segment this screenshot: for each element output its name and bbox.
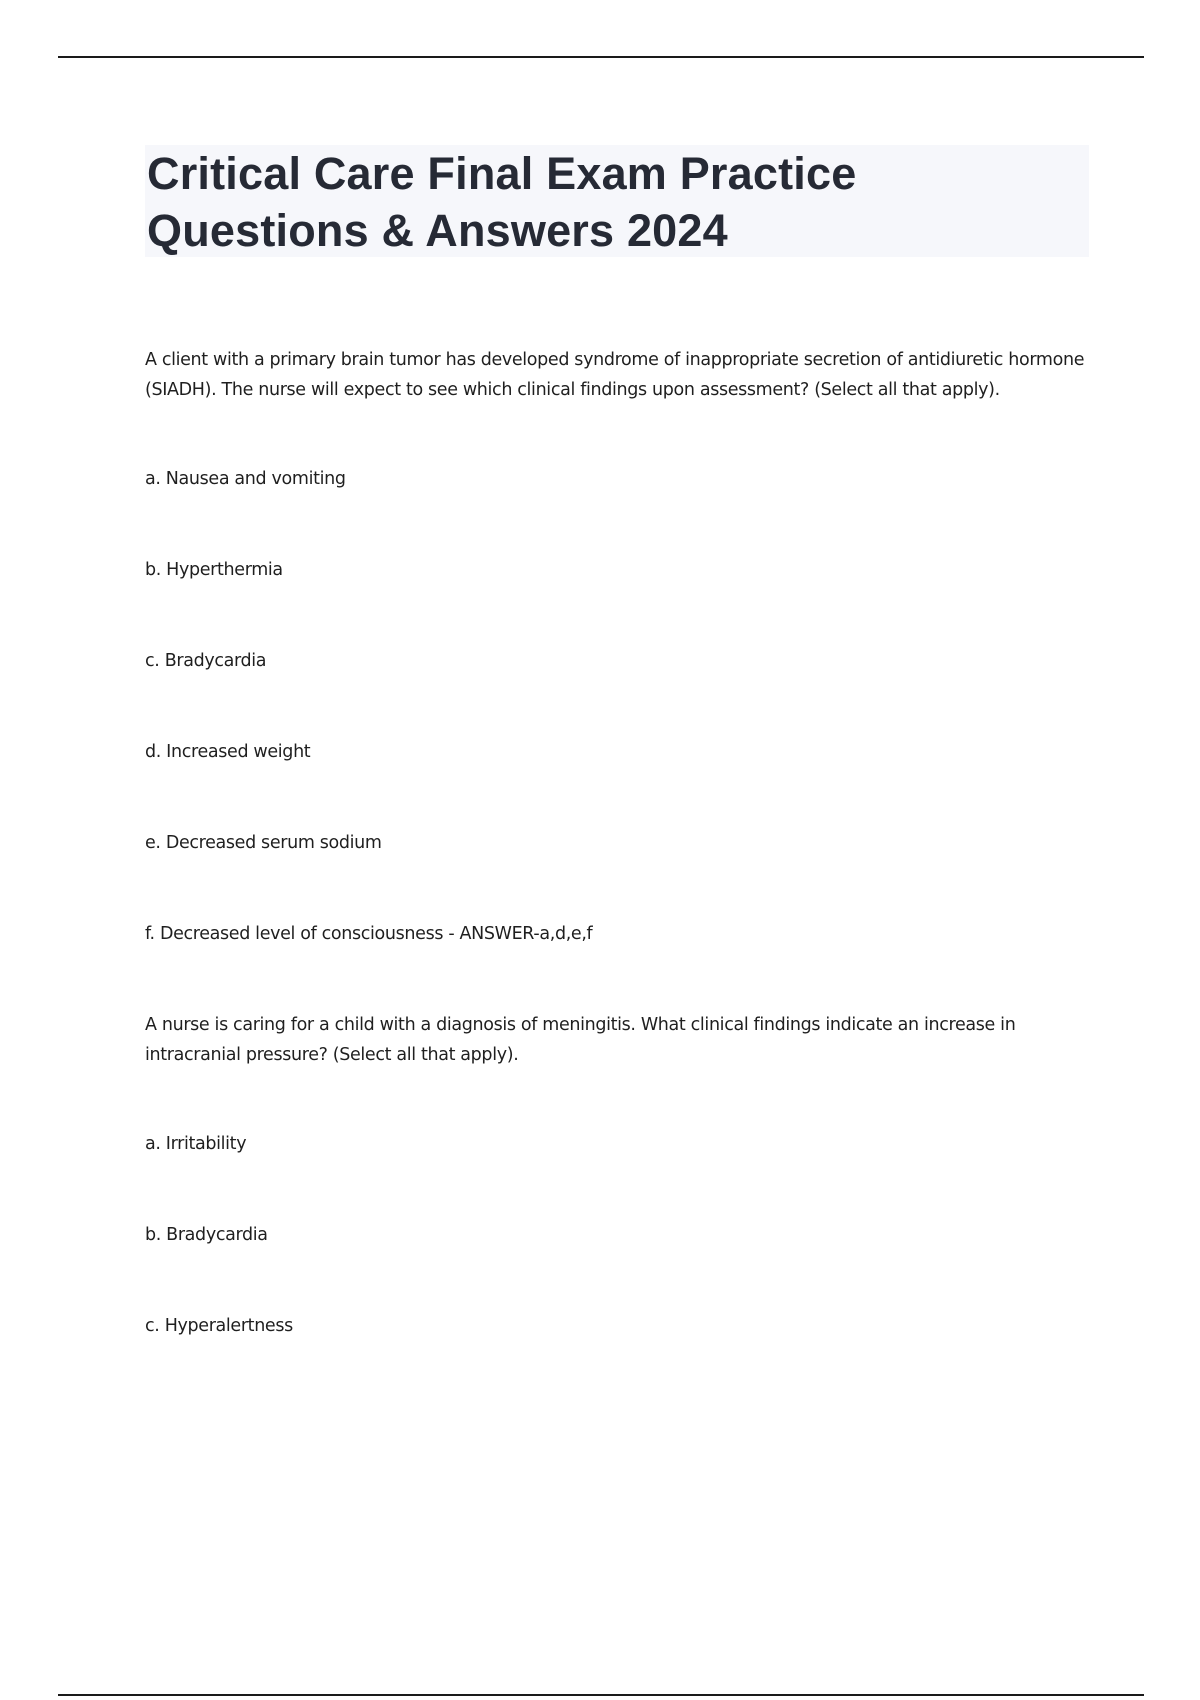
title-banner <box>145 145 1089 257</box>
question-2-text: A nurse is caring for a child with a diagnosis of meningitis. What clinical findings indicate an increase in intracranial pressure? (Select all that apply). <box>145 1015 1016 1065</box>
question-1-text: A client with a primary brain tumor has developed syndrome of inappropriate secretion of antidiuretic hormone (SIADH). The nurse will expect to see which clinical findings upon assessment? (Select all that apply). <box>145 350 1085 400</box>
question-1-option-d: d. Increased weight <box>145 742 311 762</box>
question-1-option-a: a. Nausea and vomiting <box>145 469 346 489</box>
question-2-option-a: a. Irritability <box>145 1134 247 1154</box>
question-1-option-c: c. Bradycardia <box>145 651 267 671</box>
question-2-option-c: c. Hyperalertness <box>145 1316 293 1336</box>
document-title: Critical Care Final Exam Practice Questions & Answers 2024 <box>147 148 857 256</box>
document-body <box>145 345 1089 1341</box>
question-2-option-b: b. Bradycardia <box>145 1225 268 1245</box>
question-1-option-f-answer: f. Decreased level of consciousness - ANSWER-a,d,e,f <box>145 924 593 944</box>
question-1-option-b: b. Hyperthermia <box>145 560 283 580</box>
question-1-option-e: e. Decreased serum sodium <box>145 833 382 853</box>
top-rule <box>58 56 1144 58</box>
bottom-rule <box>58 1694 1144 1696</box>
